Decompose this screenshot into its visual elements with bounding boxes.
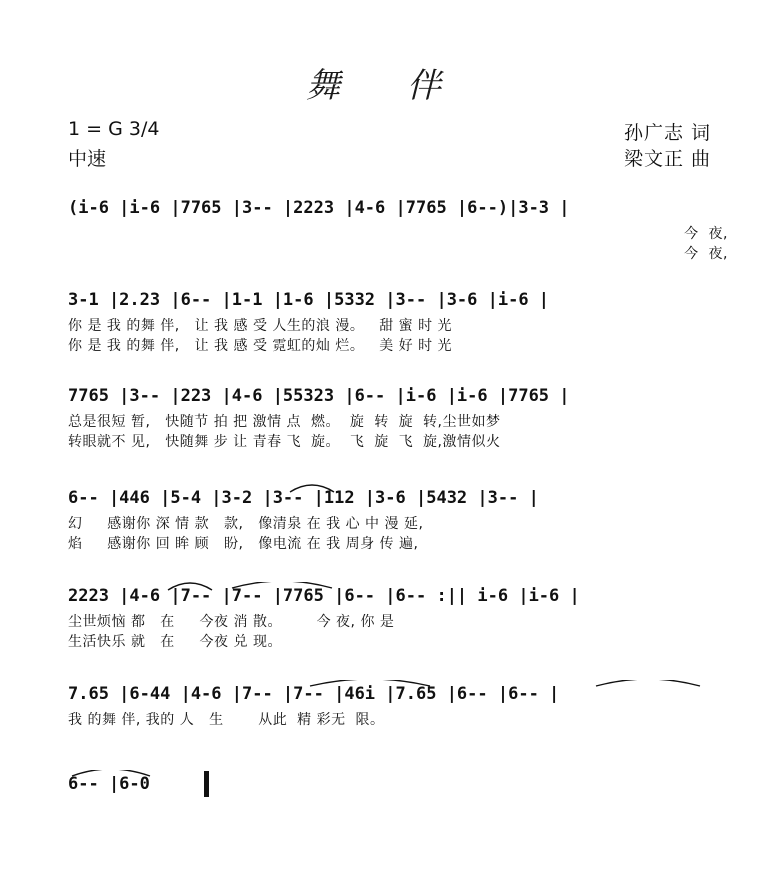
notation-line: 6-- |446 |5-4 |3-2 |3-- |112 |3-6 |5432 |3-- |: [68, 488, 539, 508]
lyric-verse-2: 今 夜,: [684, 246, 728, 262]
final-barline: [204, 771, 209, 797]
notation-line: 2223 |4-6 |7-- |7-- |7765 |6-- |6-- :|| i-6 |i-6 |: [68, 586, 580, 606]
tempo-marking: 中速: [68, 148, 107, 170]
staff-system-1: [0, 194, 775, 264]
lyric-verse-1: 我 的舞 伴, 我的 人 生 从此 精 彩无 限。: [68, 712, 385, 728]
lyric-verse-2: 焰 感谢你 回 眸 顾 盼, 像电流 在 我 周身 传 遍,: [68, 536, 419, 552]
staff-system-4: [0, 484, 775, 554]
lyric-verse-2: 你 是 我 的舞 伴, 让 我 感 受 霓虹的灿 烂。 美 好 时 光: [68, 338, 453, 354]
lyric-verse-1: 你 是 我 的舞 伴, 让 我 感 受 人生的浪 漫。 甜 蜜 时 光: [68, 318, 453, 334]
lyric-verse-1: 幻 感谢你 深 情 款 款, 像清泉 在 我 心 中 漫 延,: [68, 516, 424, 532]
lyric-verse-1: 尘世烦恼 都 在 今夜 消 散。 今 夜, 你 是: [68, 614, 395, 630]
notation-line: 3-1 |2.23 |6-- |1-1 |1-6 |5332 |3-- |3-6 |i-6 |: [68, 290, 550, 310]
song-title: 舞 伴: [306, 66, 469, 106]
key-time-signature: 1 = G 3/4: [68, 118, 160, 140]
lyricist-credit: 孙广志 词: [624, 122, 712, 144]
staff-system-3: [0, 382, 775, 452]
staff-system-2: [0, 286, 775, 356]
notation-line: 6-- |6-0: [68, 774, 161, 794]
lyric-verse-1: 总是很短 暂, 快随节 拍 把 激情 点 燃。 旋 转 旋 转,尘世如梦: [68, 414, 501, 430]
lyric-verse-2: 生活快乐 就 在 今夜 兑 现。: [68, 634, 282, 650]
staff-system-6: [0, 680, 775, 730]
lyric-verse-2: 转眼就不 见, 快随舞 步 让 青春 飞 旋。 飞 旋 飞 旋,激情似火: [68, 434, 501, 450]
lyric-verse-1: 今 夜,: [684, 226, 728, 242]
notation-line: 7765 |3-- |223 |4-6 |55323 |6-- |i-6 |i-6 |7765 |: [68, 386, 570, 406]
notation-line: 7.65 |6-44 |4-6 |7-- |7-- |46i |7.65 |6-- |6-- |: [68, 684, 560, 704]
composer-credit: 梁文正 曲: [624, 148, 712, 170]
notation-line: (i-6 |i-6 |7765 |3-- |2223 |4-6 |7765 |6--)|3-3 |: [68, 198, 570, 218]
staff-system-7: [0, 770, 775, 810]
staff-system-5: [0, 582, 775, 652]
